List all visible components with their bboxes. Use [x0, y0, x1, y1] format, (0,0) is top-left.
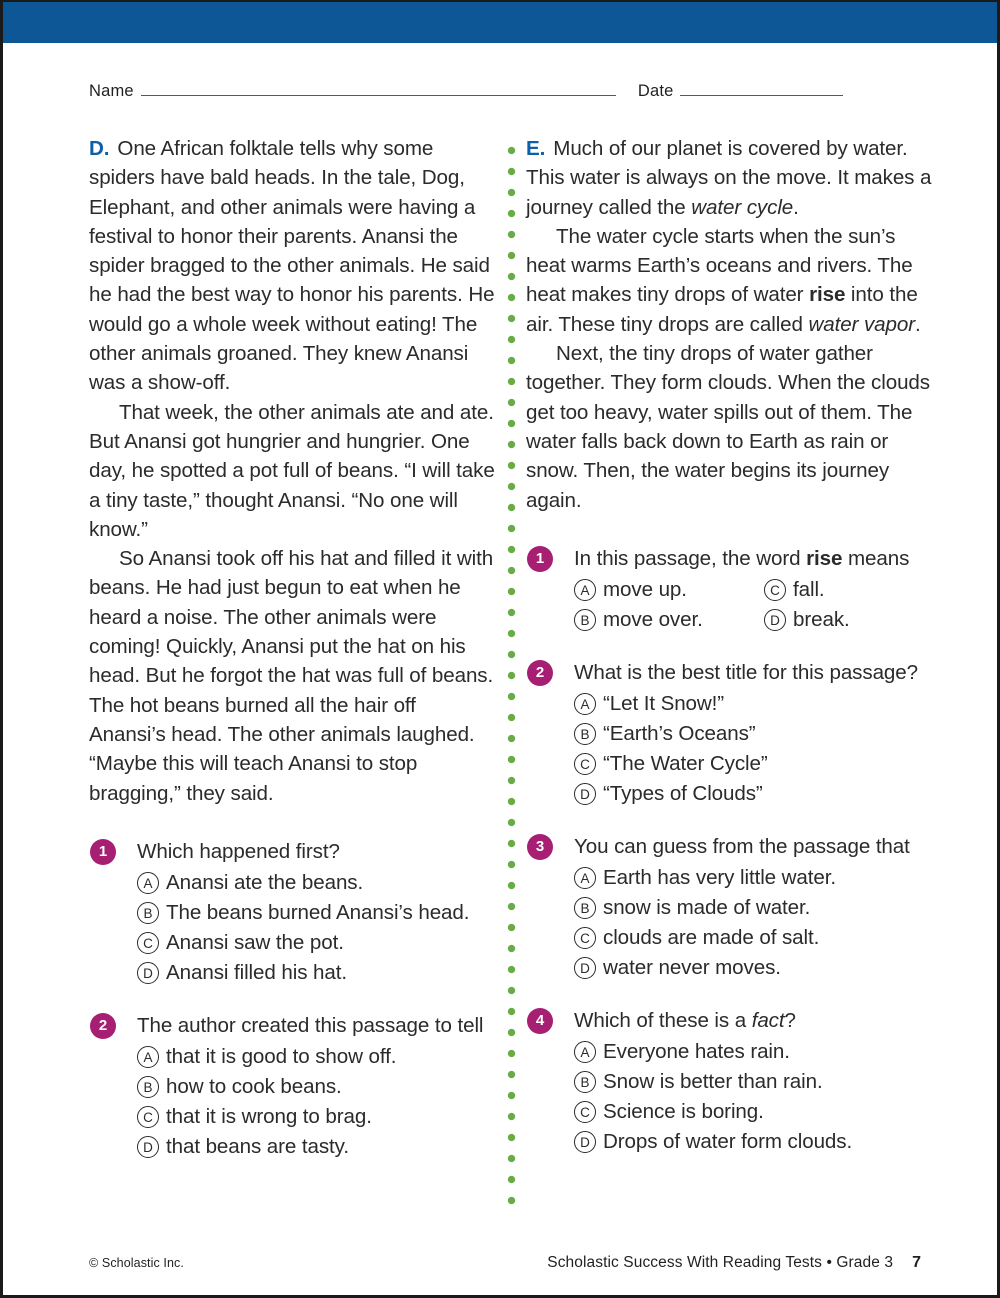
passage-d [89, 134, 496, 808]
choice-letter-circle: A [137, 872, 159, 894]
question-header [526, 1007, 933, 1035]
question-prompt-part2: ? [784, 1008, 796, 1032]
choice-text: Science is boring. [603, 1099, 764, 1123]
choice-text: that it is wrong to brag. [166, 1104, 372, 1128]
passage-e-italic-water-vapor: water vapor [808, 312, 915, 336]
question-header [89, 838, 496, 866]
answer-choice[interactable] [137, 898, 496, 928]
choice-letter-circle: C [574, 1101, 596, 1123]
choice-letter-circle: C [574, 927, 596, 949]
passage-d-label: D. [89, 137, 110, 160]
left-column [89, 134, 496, 1162]
choice-letter-circle: D [137, 1136, 159, 1158]
choice-text: Drops of water form clouds. [603, 1129, 853, 1153]
passage-e-paragraph-1 [526, 134, 933, 222]
choice-text: move over. [603, 607, 703, 631]
choice-letter-circle: B [574, 1071, 596, 1093]
question-number-badge: 1 [527, 546, 553, 572]
copyright-notice: © Scholastic Inc. [89, 1256, 184, 1270]
choice-text: Anansi filled his hat. [166, 960, 347, 984]
question-block [526, 545, 933, 635]
question-prompt: You can guess from the passage that [574, 834, 910, 858]
question-number-badge: 3 [527, 834, 553, 860]
date-input-line[interactable] [680, 78, 843, 96]
answer-choices [526, 1037, 933, 1157]
answer-choice[interactable] [764, 605, 933, 635]
choice-text: snow is made of water. [603, 895, 811, 919]
question-prompt: What is the best title for this passage? [574, 660, 918, 684]
passage-e-paragraph-3: Next, the tiny drops of water gather together. They form clouds. When the clouds get too heavy, water spills out of them. The water falls back down to Earth as rain or snow. Then, the water begins its journey again. [526, 342, 930, 512]
question-block [526, 659, 933, 809]
page-number: 7 [912, 1254, 921, 1271]
question-prompt-part2: means [842, 546, 910, 570]
answer-choice[interactable] [574, 689, 933, 719]
choice-letter-circle: B [137, 902, 159, 924]
question-prompt: The author created this passage to tell [137, 1013, 484, 1037]
answer-choice[interactable] [574, 749, 933, 779]
choice-letter-circle: C [137, 1106, 159, 1128]
choice-letter-circle: B [574, 723, 596, 745]
answer-choice[interactable] [137, 868, 496, 898]
choice-text: break. [793, 607, 850, 631]
answer-choice[interactable] [574, 1037, 933, 1067]
choice-text: “Let It Snow!” [603, 691, 725, 715]
choice-letter-circle: D [574, 1131, 596, 1153]
passage-d-paragraph-3: So Anansi took off his hat and filled it with beans. He had just begun to eat when he heard a noise. The other animals were coming! Quickly, Anansi put the hat on his head. But he forgot the hat was full of beans. The hot beans burned all the hair off Anansi’s head. The other animals laughed. “Maybe this will teach Anansi to stop bragging,” they said. [89, 547, 494, 805]
name-label: Name [89, 82, 134, 100]
passage-d-paragraph-1 [89, 134, 496, 398]
passage-e [526, 134, 933, 515]
name-date-row [89, 78, 929, 108]
passage-e-label: E. [526, 137, 546, 160]
choice-letter-circle: B [574, 897, 596, 919]
choice-letter-circle: A [574, 1041, 596, 1063]
answer-choice[interactable] [574, 719, 933, 749]
right-column [526, 134, 933, 1157]
answer-choice[interactable] [574, 1097, 933, 1127]
question-number-badge: 4 [527, 1008, 553, 1034]
passage-e-text-1b: . [793, 195, 799, 219]
answer-choice[interactable] [574, 923, 933, 953]
choice-letter-circle: D [137, 962, 159, 984]
question-prompt-italic: fact [751, 1008, 785, 1032]
answer-choice[interactable] [574, 605, 764, 635]
choice-text: water never moves. [603, 955, 781, 979]
answer-choice[interactable] [137, 958, 496, 988]
answer-choices [526, 863, 933, 983]
question-header [89, 1012, 496, 1040]
choice-letter-circle: D [764, 609, 786, 631]
question-prompt: Which happened first? [137, 839, 340, 863]
choice-letter-circle: D [574, 783, 596, 805]
question-block [526, 833, 933, 983]
passage-e-paragraph-2 [526, 222, 933, 339]
question-number-badge: 1 [90, 839, 116, 865]
date-label: Date [637, 82, 674, 100]
answer-choices [89, 1042, 496, 1162]
question-prompt-part1: Which of these is a [574, 1008, 752, 1032]
footer-right-group [547, 1254, 921, 1272]
passage-e-text-1a: Much of our planet is covered by water. This water is always on the move. It makes a journey called the [526, 137, 932, 219]
question-block [89, 1012, 496, 1162]
name-input-line[interactable] [141, 78, 616, 96]
choice-letter-circle: A [574, 579, 596, 601]
question-header [526, 833, 933, 861]
answer-choice[interactable] [574, 779, 933, 809]
answer-choices [526, 689, 933, 809]
question-block [89, 838, 496, 988]
question-header [526, 659, 933, 687]
answer-choice[interactable] [137, 928, 496, 958]
choice-text: Earth has very little water. [603, 865, 836, 889]
passage-e-text-2c: . [915, 312, 921, 336]
choice-text: Everyone hates rain. [603, 1039, 790, 1063]
question-block [526, 1007, 933, 1157]
passage-e-text-2b: into the air. These tiny drops are called [526, 283, 918, 336]
passage-e-italic-water-cycle: water cycle [691, 195, 794, 219]
answer-choices [89, 868, 496, 988]
question-prompt-part1: In this passage, the word [574, 546, 807, 570]
choice-text: fall. [793, 577, 825, 601]
question-number-badge: 2 [90, 1013, 116, 1039]
answer-choice[interactable] [574, 893, 933, 923]
choice-text: Snow is better than rain. [603, 1069, 823, 1093]
answer-choice[interactable] [764, 575, 933, 605]
answer-choice[interactable] [574, 863, 933, 893]
answer-choice[interactable] [137, 1042, 496, 1072]
choice-letter-circle: A [574, 693, 596, 715]
passage-d-paragraph-2: That week, the other animals ate and ate. But Anansi got hungrier and hungrier. One day, he spotted a pot full of beans. “I will take a tiny taste,” thought Anansi. “No one will know.” [89, 400, 495, 541]
choice-text: “Earth’s Oceans” [603, 721, 756, 745]
answer-choice[interactable] [574, 575, 764, 605]
choice-letter-circle: C [574, 753, 596, 775]
choice-text: Anansi saw the pot. [166, 930, 344, 954]
choice-letter-circle: B [574, 609, 596, 631]
question-number-badge: 2 [527, 660, 553, 686]
question-prompt-bold: rise [806, 546, 843, 570]
answer-choice[interactable] [574, 953, 933, 983]
choice-text: “Types of Clouds” [603, 781, 763, 805]
choice-text: that beans are tasty. [166, 1134, 349, 1158]
choice-text: that it is good to show off. [166, 1044, 397, 1068]
top-blue-band [3, 2, 997, 43]
answer-choice[interactable] [137, 1102, 496, 1132]
book-title: Scholastic Success With Reading Tests • Grade 3 [547, 1254, 894, 1271]
passage-e-text-2a: The water cycle starts when the sun’s heat warms Earth’s oceans and rivers. The heat makes tiny drops of water [526, 224, 913, 307]
choice-text: clouds are made of salt. [603, 925, 820, 949]
answer-choices [526, 575, 933, 635]
choice-letter-circle: C [137, 932, 159, 954]
choice-text: Anansi ate the beans. [166, 870, 364, 894]
page-footer [89, 1254, 921, 1272]
choice-letter-circle: A [137, 1046, 159, 1068]
choice-letter-circle: C [764, 579, 786, 601]
choice-text: The beans burned Anansi’s head. [166, 900, 470, 924]
choice-letter-circle: B [137, 1076, 159, 1098]
question-header [526, 545, 933, 573]
dotted-column-divider [507, 146, 516, 1211]
choice-letter-circle: D [574, 957, 596, 979]
choice-letter-circle: A [574, 867, 596, 889]
answer-choice[interactable] [574, 1067, 933, 1097]
choice-text: “The Water Cycle” [603, 751, 768, 775]
answer-choice[interactable] [574, 1127, 933, 1157]
choice-text: how to cook beans. [166, 1074, 342, 1098]
passage-e-bold-rise: rise [809, 283, 846, 307]
answer-choice[interactable] [137, 1132, 496, 1162]
answer-choice[interactable] [137, 1072, 496, 1102]
passage-d-text-1: One African folktale tells why some spiders have bald heads. In the tale, Dog, Elephant, and other animals were having a festival to honor their parents. Anansi the spider bragged to the other animals. He said he had the best way to honor his parents. He would go a whole week without eating! The other animals groaned. They knew Anansi was a show-off. [89, 137, 495, 395]
choice-text: move up. [603, 577, 687, 601]
